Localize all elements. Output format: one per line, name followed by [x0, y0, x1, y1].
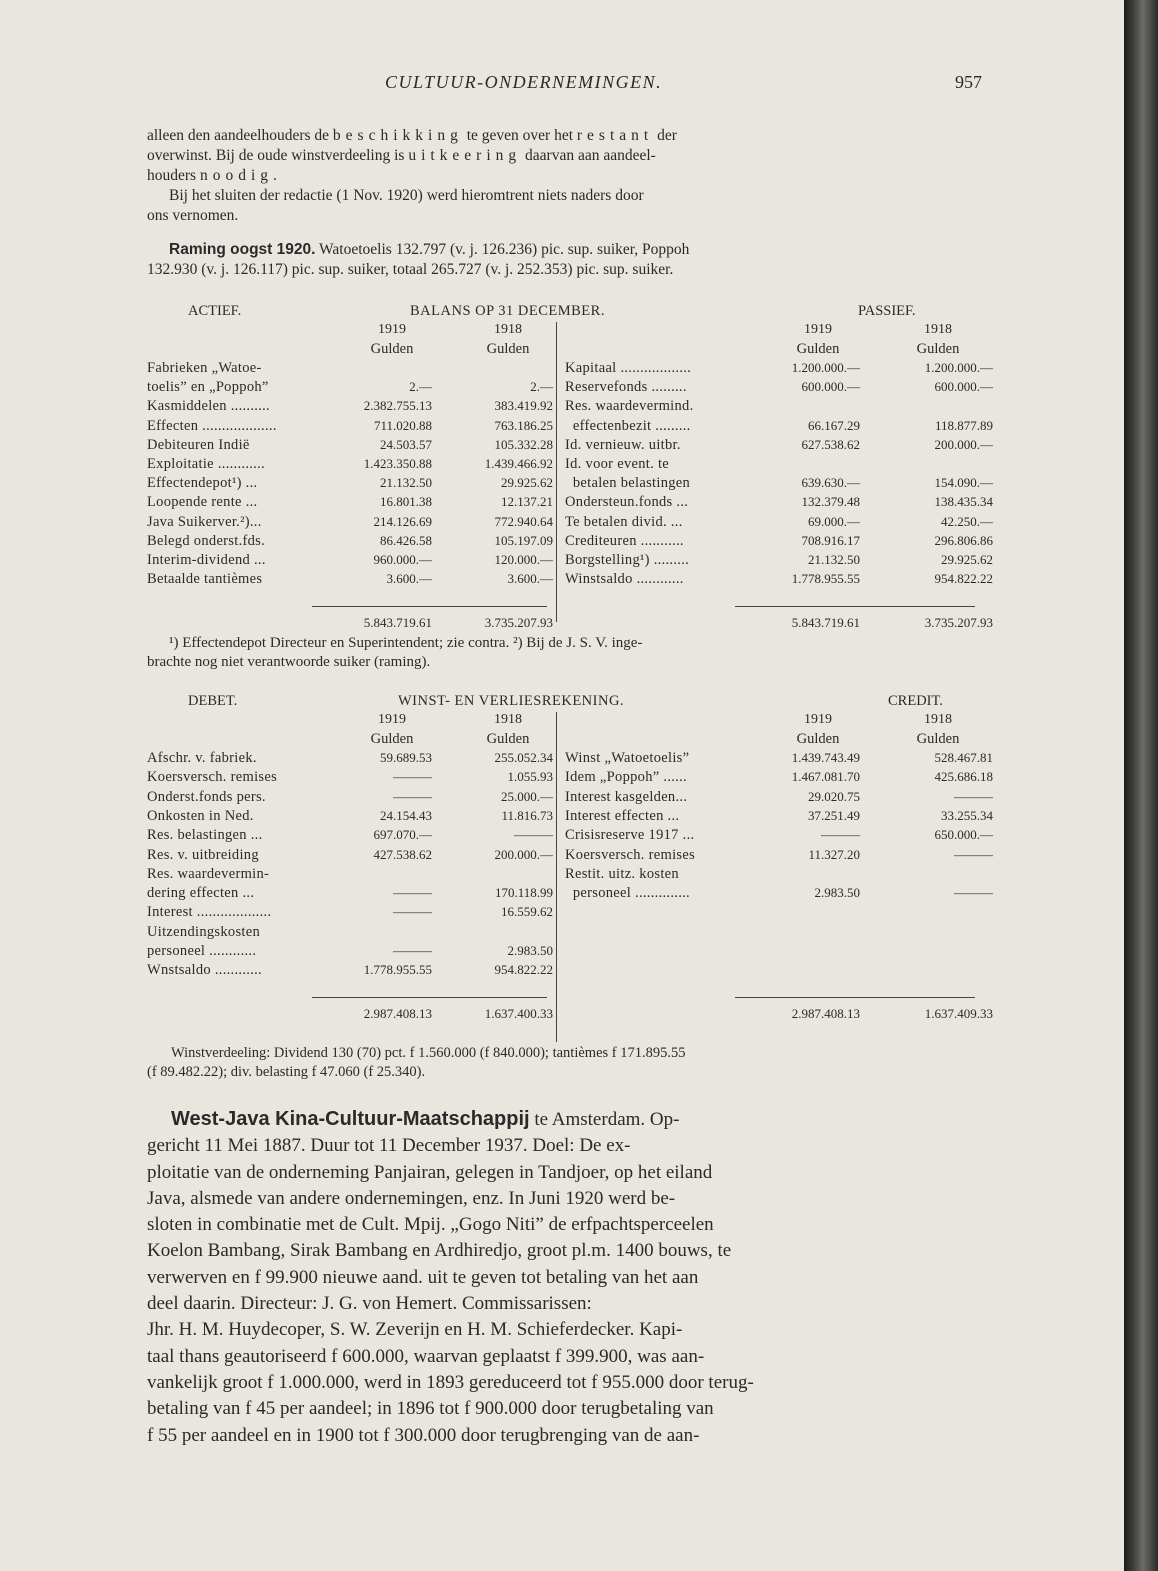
company-line: Koelon Bambang, Sirak Bambang en Ardhiredjo, groot pl.m. 1400 bouws, te: [147, 1240, 732, 1262]
debit-row-1918: 3.600.—: [507, 571, 553, 587]
debit-row-1918: 772.940.64: [494, 513, 553, 529]
credit-row-label: Crediteuren ...........: [565, 532, 684, 549]
company-line: taal thans geautoriseerd f 600.000, waarvan geplaatst f 399.900, was aan-: [147, 1345, 705, 1367]
footnote-line: ¹) Effectendepot Directeur en Superintendent; zie contra. ²) Bij de J. S. V. inge-: [169, 635, 643, 651]
total-rule: [735, 606, 975, 607]
table-divider: [556, 712, 557, 1042]
debit-row-1918: 2.983.50: [507, 943, 553, 958]
credit-row-1919: 627.538.62: [801, 436, 860, 452]
unit-heading: Gulden: [370, 341, 414, 357]
company-line: gericht 11 Mei 1887. Duur tot 11 December 1937. Doel: De ex-: [147, 1135, 631, 1157]
credit-row-1919: 708.916.17: [801, 532, 860, 548]
debit-row-1918: 2.—: [530, 379, 553, 395]
right-header: PASSIEF.: [858, 303, 916, 319]
total-debit-1919: 2.987.408.13: [363, 1006, 432, 1021]
credit-row-1918: 650.000.—: [934, 827, 993, 843]
credit-row-label: Winstsaldo ............: [565, 571, 684, 588]
total-debit-1918: 3.735.207.93: [484, 615, 553, 630]
intro-line: houders noodig.: [147, 167, 277, 184]
debit-row-1919: 1.778.955.55: [363, 962, 432, 978]
debit-row-label: Debiteuren Indië: [147, 436, 250, 453]
debit-row-1918: 255.052.34: [494, 750, 553, 765]
debit-row-label: Koersversch. remises: [147, 769, 278, 786]
raming-label: Raming oogst 1920.: [169, 241, 316, 258]
debit-row-1919: 2.382.755.13: [363, 398, 432, 414]
debit-row-label: Effecten ...................: [147, 417, 277, 434]
debit-row-label: Belegd onderst.fds.: [147, 532, 266, 549]
credit-row-1919: 11.327.20: [808, 846, 860, 862]
unit-heading: Gulden: [916, 341, 960, 357]
debit-row-label: Res. v. uitbreiding: [147, 846, 259, 863]
credit-row-1918: 138.435.34: [934, 494, 993, 510]
debit-row-1919: 427.538.62: [373, 846, 432, 862]
debit-row-label: dering effecten ...: [147, 885, 255, 902]
debit-row-1919: 214.126.69: [373, 513, 432, 529]
credit-row-label: effectenbezit .........: [565, 417, 691, 434]
debit-row-1919: 697.070.—: [373, 827, 432, 843]
intro-line: overwinst. Bij de oude winstverdeeling is uitkeering daarvan aan aandeel-: [147, 147, 656, 164]
company-line: vankelijk groot f 1.000.000, werd in 1893 gereduceerd tot f 955.000 door terug-: [147, 1371, 754, 1393]
left-header: ACTIEF.: [188, 303, 242, 319]
debit-row-label: Java Suikerver.²)...: [147, 513, 262, 530]
credit-row-label: Id. vernieuw. uitbr.: [565, 436, 681, 453]
year-heading: 1919: [804, 712, 832, 727]
balance-footnote: [147, 634, 981, 672]
debit-row-1919: 1.423.350.88: [363, 456, 432, 471]
debit-row-label: Exploitatie ............: [147, 456, 265, 472]
total-credit-1919: 2.987.408.13: [791, 1006, 860, 1021]
credit-row-1919: 1.467.081.70: [791, 769, 860, 785]
debit-row-1919: 86.426.58: [380, 532, 432, 548]
credit-row-1919: 69.000.—: [808, 513, 860, 529]
credit-row-1918: 954.822.22: [934, 571, 993, 587]
unit-heading: Gulden: [796, 341, 840, 357]
credit-row-1918: 42.250.—: [941, 513, 993, 529]
year-heading: 1918: [494, 322, 522, 337]
debit-row-1919: ———: [393, 769, 432, 785]
company-line: sloten in combinatie met de Cult. Mpij. „Gogo Niti” de erfpachtsperceelen: [147, 1214, 714, 1236]
total-rule: [735, 997, 975, 998]
debit-row-label: Afschr. v. fabriek.: [147, 750, 257, 766]
debit-row-1918: 1.439.466.92: [484, 456, 553, 471]
unit-heading: Gulden: [916, 731, 960, 747]
credit-row-1918: 200.000.—: [934, 436, 993, 452]
credit-row-1919: ———: [821, 827, 860, 843]
company-line: te Amsterdam. Op-: [529, 1109, 680, 1130]
credit-row-label: Te betalen divid. ...: [565, 513, 683, 530]
credit-row-1918: ———: [954, 846, 993, 862]
credit-row-1919: 1.778.955.55: [791, 571, 860, 587]
debit-row-1919: 59.689.53: [380, 750, 432, 765]
debit-row-1918: 25.000.—: [501, 788, 553, 804]
debit-row-1918: 1.055.93: [507, 769, 553, 785]
credit-row-1918: 1.200.000.—: [924, 360, 993, 375]
total-credit-1918: 1.637.409.33: [924, 1006, 993, 1021]
debit-row-1919: 24.503.57: [380, 436, 432, 452]
debit-row-1918: 12.137.21: [501, 494, 553, 510]
unit-heading: Gulden: [796, 731, 840, 747]
intro-line: alleen den aandeelhouders de beschikking te geven over het restant der: [147, 127, 677, 144]
credit-row-label: Res. waardevermind.: [565, 398, 694, 415]
total-debit-1919: 5.843.719.61: [363, 615, 432, 630]
company-paragraph: [147, 1106, 983, 1449]
debit-row-1918: 11.816.73: [501, 807, 553, 823]
debit-row-1919: ———: [393, 943, 432, 958]
debit-row-1918: 16.559.62: [501, 904, 553, 920]
credit-row-label: Id. voor event. te: [565, 456, 670, 472]
credit-row-label: Restit. uitz. kosten: [565, 865, 679, 882]
credit-row-1919: 37.251.49: [808, 807, 860, 823]
total-rule: [312, 606, 547, 607]
company-line: Java, alsmede van andere ondernemingen, enz. In Juni 1920 werd be-: [147, 1187, 676, 1209]
credit-row-1919: 600.000.—: [801, 379, 860, 395]
debit-row-label: Fabrieken „Watoe-: [147, 360, 262, 376]
company-line: betaling van f 45 per aandeel; in 1896 tot f 900.000 door terugbetaling van: [147, 1398, 714, 1420]
credit-row-1918: ———: [954, 788, 993, 804]
debit-row-label: personeel ............: [147, 943, 257, 959]
debit-row-1919: 21.132.50: [380, 475, 432, 491]
year-heading: 1918: [494, 712, 522, 727]
total-credit-1918: 3.735.207.93: [924, 615, 993, 630]
credit-row-1918: 528.467.81: [934, 750, 993, 765]
debit-row-1919: 16.801.38: [380, 494, 432, 510]
company-line: ploitatie van de onderneming Panjairan, gelegen in Tandjoer, op het eiland: [147, 1161, 713, 1183]
total-rule: [312, 997, 547, 998]
company-line: Jhr. H. M. Huydecoper, S. W. Zeverijn en H. M. Schieferdecker. Kapi-: [147, 1319, 683, 1341]
debit-row-label: Uitzendingskosten: [147, 923, 261, 940]
footnote-line: brachte nog niet verantwoorde suiker (raming).: [147, 654, 431, 670]
debit-row-1918: 763.186.25: [494, 417, 553, 433]
credit-row-1919: 29.020.75: [808, 788, 860, 804]
credit-row-label: personeel ..............: [565, 885, 690, 902]
debit-row-1918: 120.000.—: [494, 552, 553, 567]
debit-row-1919: 711.020.88: [373, 417, 432, 433]
debit-row-1918: 29.925.62: [501, 475, 553, 491]
raming-text: Watoetoelis 132.797 (v. j. 126.236) pic. sup. suiker, Poppoh: [315, 241, 690, 258]
debit-row-label: Onkosten in Ned.: [147, 807, 254, 824]
table-title: BALANS OP 31 DECEMBER.: [410, 303, 605, 319]
debit-row-label: Betaalde tantièmes: [147, 571, 263, 588]
debit-row-label: Kasmiddelen ..........: [147, 398, 270, 415]
debit-row-1918: 105.332.28: [494, 436, 553, 452]
intro-line: ons vernomen.: [147, 207, 239, 224]
debit-row-label: Interim-dividend ...: [147, 552, 266, 568]
debit-row-1919: 2.—: [409, 379, 432, 395]
left-header: DEBET.: [188, 693, 238, 709]
total-credit-1919: 5.843.719.61: [791, 615, 860, 630]
debit-row-label: Wnstsaldo ............: [147, 962, 262, 979]
company-line: deel daarin. Directeur: J. G. von Hemert. Commissarissen:: [147, 1293, 592, 1315]
credit-row-1918: 600.000.—: [934, 379, 993, 395]
year-heading: 1919: [804, 322, 832, 337]
credit-row-label: Interest kasgelden...: [565, 788, 688, 805]
unit-heading: Gulden: [486, 341, 530, 357]
company-line: verwerven en f 99.900 nieuwe aand. uit te geven tot betaling van het aan: [147, 1266, 699, 1288]
debit-row-label: Res. belastingen ...: [147, 827, 263, 844]
debit-row-1918: 954.822.22: [494, 962, 553, 978]
credit-row-1918: 33.255.34: [941, 807, 993, 823]
credit-row-label: Borgstelling¹) .........: [565, 552, 690, 568]
debit-row-label: Res. waardevermin-: [147, 865, 270, 882]
debit-row-1918: 200.000.—: [494, 846, 553, 862]
credit-row-1919: 1.200.000.—: [791, 360, 860, 375]
credit-row-1919: 639.630.—: [801, 475, 860, 491]
debit-row-1918: 105.197.09: [494, 532, 553, 548]
intro-line: Bij het sluiten der redactie (1 Nov. 1920) werd hieromtrent niets naders door: [169, 187, 644, 204]
credit-row-1919: 21.132.50: [808, 552, 860, 567]
raming-text: 132.930 (v. j. 126.117) pic. sup. suiker, totaal 265.727 (v. j. 252.353) pic. sup. suiker.: [147, 261, 674, 278]
right-header: CREDIT.: [888, 693, 943, 709]
debit-row-1919: ———: [393, 904, 432, 920]
profit-distribution: [147, 1044, 981, 1082]
credit-row-1918: 425.686.18: [934, 769, 993, 785]
credit-row-label: Koersversch. remises: [565, 846, 696, 863]
total-debit-1918: 1.637.400.33: [484, 1006, 553, 1021]
credit-row-label: Ondersteun.fonds ...: [565, 494, 689, 511]
distribution-line: Winstverdeeling: Dividend 130 (70) pct. f 1.560.000 (f 840.000); tantièmes f 171.895.55: [171, 1045, 686, 1061]
year-heading: 1919: [378, 712, 406, 727]
page-number: 957: [955, 72, 982, 92]
credit-row-1919: 1.439.743.49: [791, 750, 860, 765]
credit-row-label: Idem „Poppoh” ......: [565, 769, 687, 786]
credit-row-label: Winst „Watoetoelis”: [565, 750, 690, 766]
debit-row-1918: 170.118.99: [494, 885, 553, 901]
company-line: f 55 per aandeel en in 1900 tot f 300.000 door terugbrenging van de aan-: [147, 1424, 700, 1446]
credit-row-1919: 66.167.29: [808, 417, 860, 433]
table-title: WINST- EN VERLIESREKENING.: [398, 693, 625, 709]
distribution-line: (f 89.482.22); div. belasting f 47.060 (f 25.340).: [147, 1064, 426, 1080]
debit-row-1919: ———: [393, 885, 432, 901]
credit-row-label: Kapitaal ..................: [565, 360, 692, 376]
credit-row-1918: 154.090.—: [934, 475, 993, 491]
company-title: West-Java Kina-Cultuur-Maatschappij: [171, 1108, 530, 1130]
table-divider: [556, 322, 557, 622]
book-spine: [1124, 0, 1158, 1571]
credit-row-label: Crisisreserve 1917 ...: [565, 827, 695, 844]
debit-row-label: Interest ...................: [147, 904, 272, 921]
unit-heading: Gulden: [486, 731, 530, 747]
debit-row-label: Effectendepot¹) ...: [147, 475, 258, 492]
unit-heading: Gulden: [370, 731, 414, 747]
debit-row-1919: 3.600.—: [386, 571, 432, 587]
debit-row-1919: ———: [393, 788, 432, 804]
intro-paragraph: [147, 126, 981, 226]
credit-row-1918: 29.925.62: [941, 552, 993, 567]
credit-row-1918: ———: [954, 885, 993, 901]
year-heading: 1918: [924, 322, 952, 337]
debit-row-label: Loopende rente ...: [147, 494, 258, 511]
credit-row-1918: 296.806.86: [934, 532, 993, 548]
debit-row-1918: 383.419.92: [494, 398, 553, 414]
credit-row-label: Reservefonds .........: [565, 379, 687, 396]
debit-row-1919: 960.000.—: [373, 552, 432, 567]
debit-row-1919: 24.154.43: [380, 807, 432, 823]
credit-row-1918: 118.877.89: [934, 417, 993, 433]
credit-row-label: Interest effecten ...: [565, 807, 680, 824]
debit-row-label: toelis” en „Poppoh”: [147, 379, 269, 396]
credit-row-1919: 2.983.50: [814, 885, 860, 901]
credit-row-1919: 132.379.48: [801, 494, 860, 510]
raming-paragraph: [147, 240, 981, 280]
running-header: CULTUUR-ONDERNEMINGEN.: [385, 72, 663, 92]
credit-row-label: betalen belastingen: [565, 475, 691, 492]
year-heading: 1918: [924, 712, 952, 727]
debit-row-1918: ———: [514, 827, 553, 843]
year-heading: 1919: [378, 322, 406, 337]
debit-row-label: Onderst.fonds pers.: [147, 788, 266, 805]
